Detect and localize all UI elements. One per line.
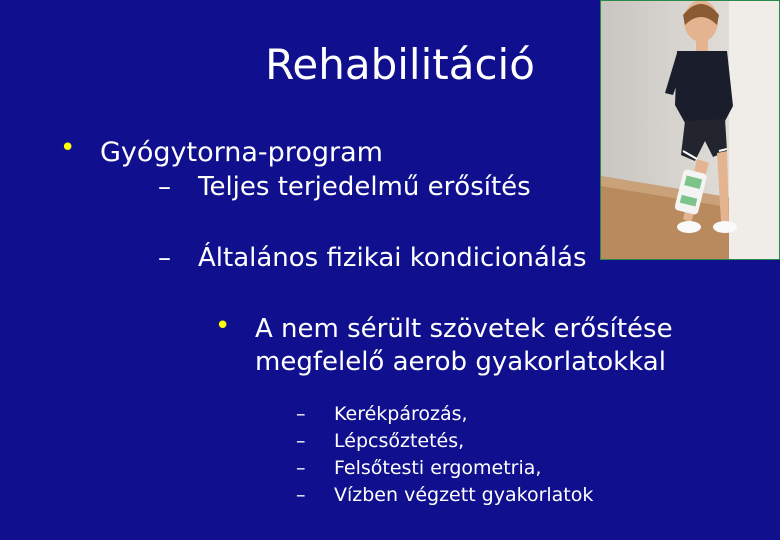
bullet-gyogytorna: Gyógytorna-program: [100, 137, 383, 168]
bullet-dot: •: [60, 133, 76, 163]
list-item-kerekparozas: Kerékpározás,: [334, 403, 468, 425]
dash-marker: –: [296, 457, 306, 479]
list-item-lepcsoztetes: Lépcsőztetés,: [334, 430, 465, 452]
bullet-dot: •: [215, 311, 231, 341]
list-item-ergometria: Felsőtesti ergometria,: [334, 457, 542, 479]
dash-marker: –: [158, 243, 171, 273]
sub-item-erosites: Teljes terjedelmű erősítés: [198, 172, 531, 202]
slide-title: Rehabilitáció: [265, 40, 535, 89]
dash-marker: –: [296, 430, 306, 452]
dash-marker: –: [158, 172, 171, 202]
photo-knee-brace: [600, 0, 780, 260]
dash-marker: –: [296, 484, 306, 506]
knee-brace-illustration: [601, 1, 780, 260]
bullet-szovetek-line2: megfelelő aerob gyakorlatokkal: [255, 347, 666, 377]
sub-item-kondicionalas: Általános fizikai kondicionálás: [198, 243, 587, 273]
bullet-szovetek-line1: A nem sérült szövetek erősítése: [255, 314, 673, 344]
list-item-vizben: Vízben végzett gyakorlatok: [334, 484, 594, 506]
dash-marker: –: [296, 403, 306, 425]
